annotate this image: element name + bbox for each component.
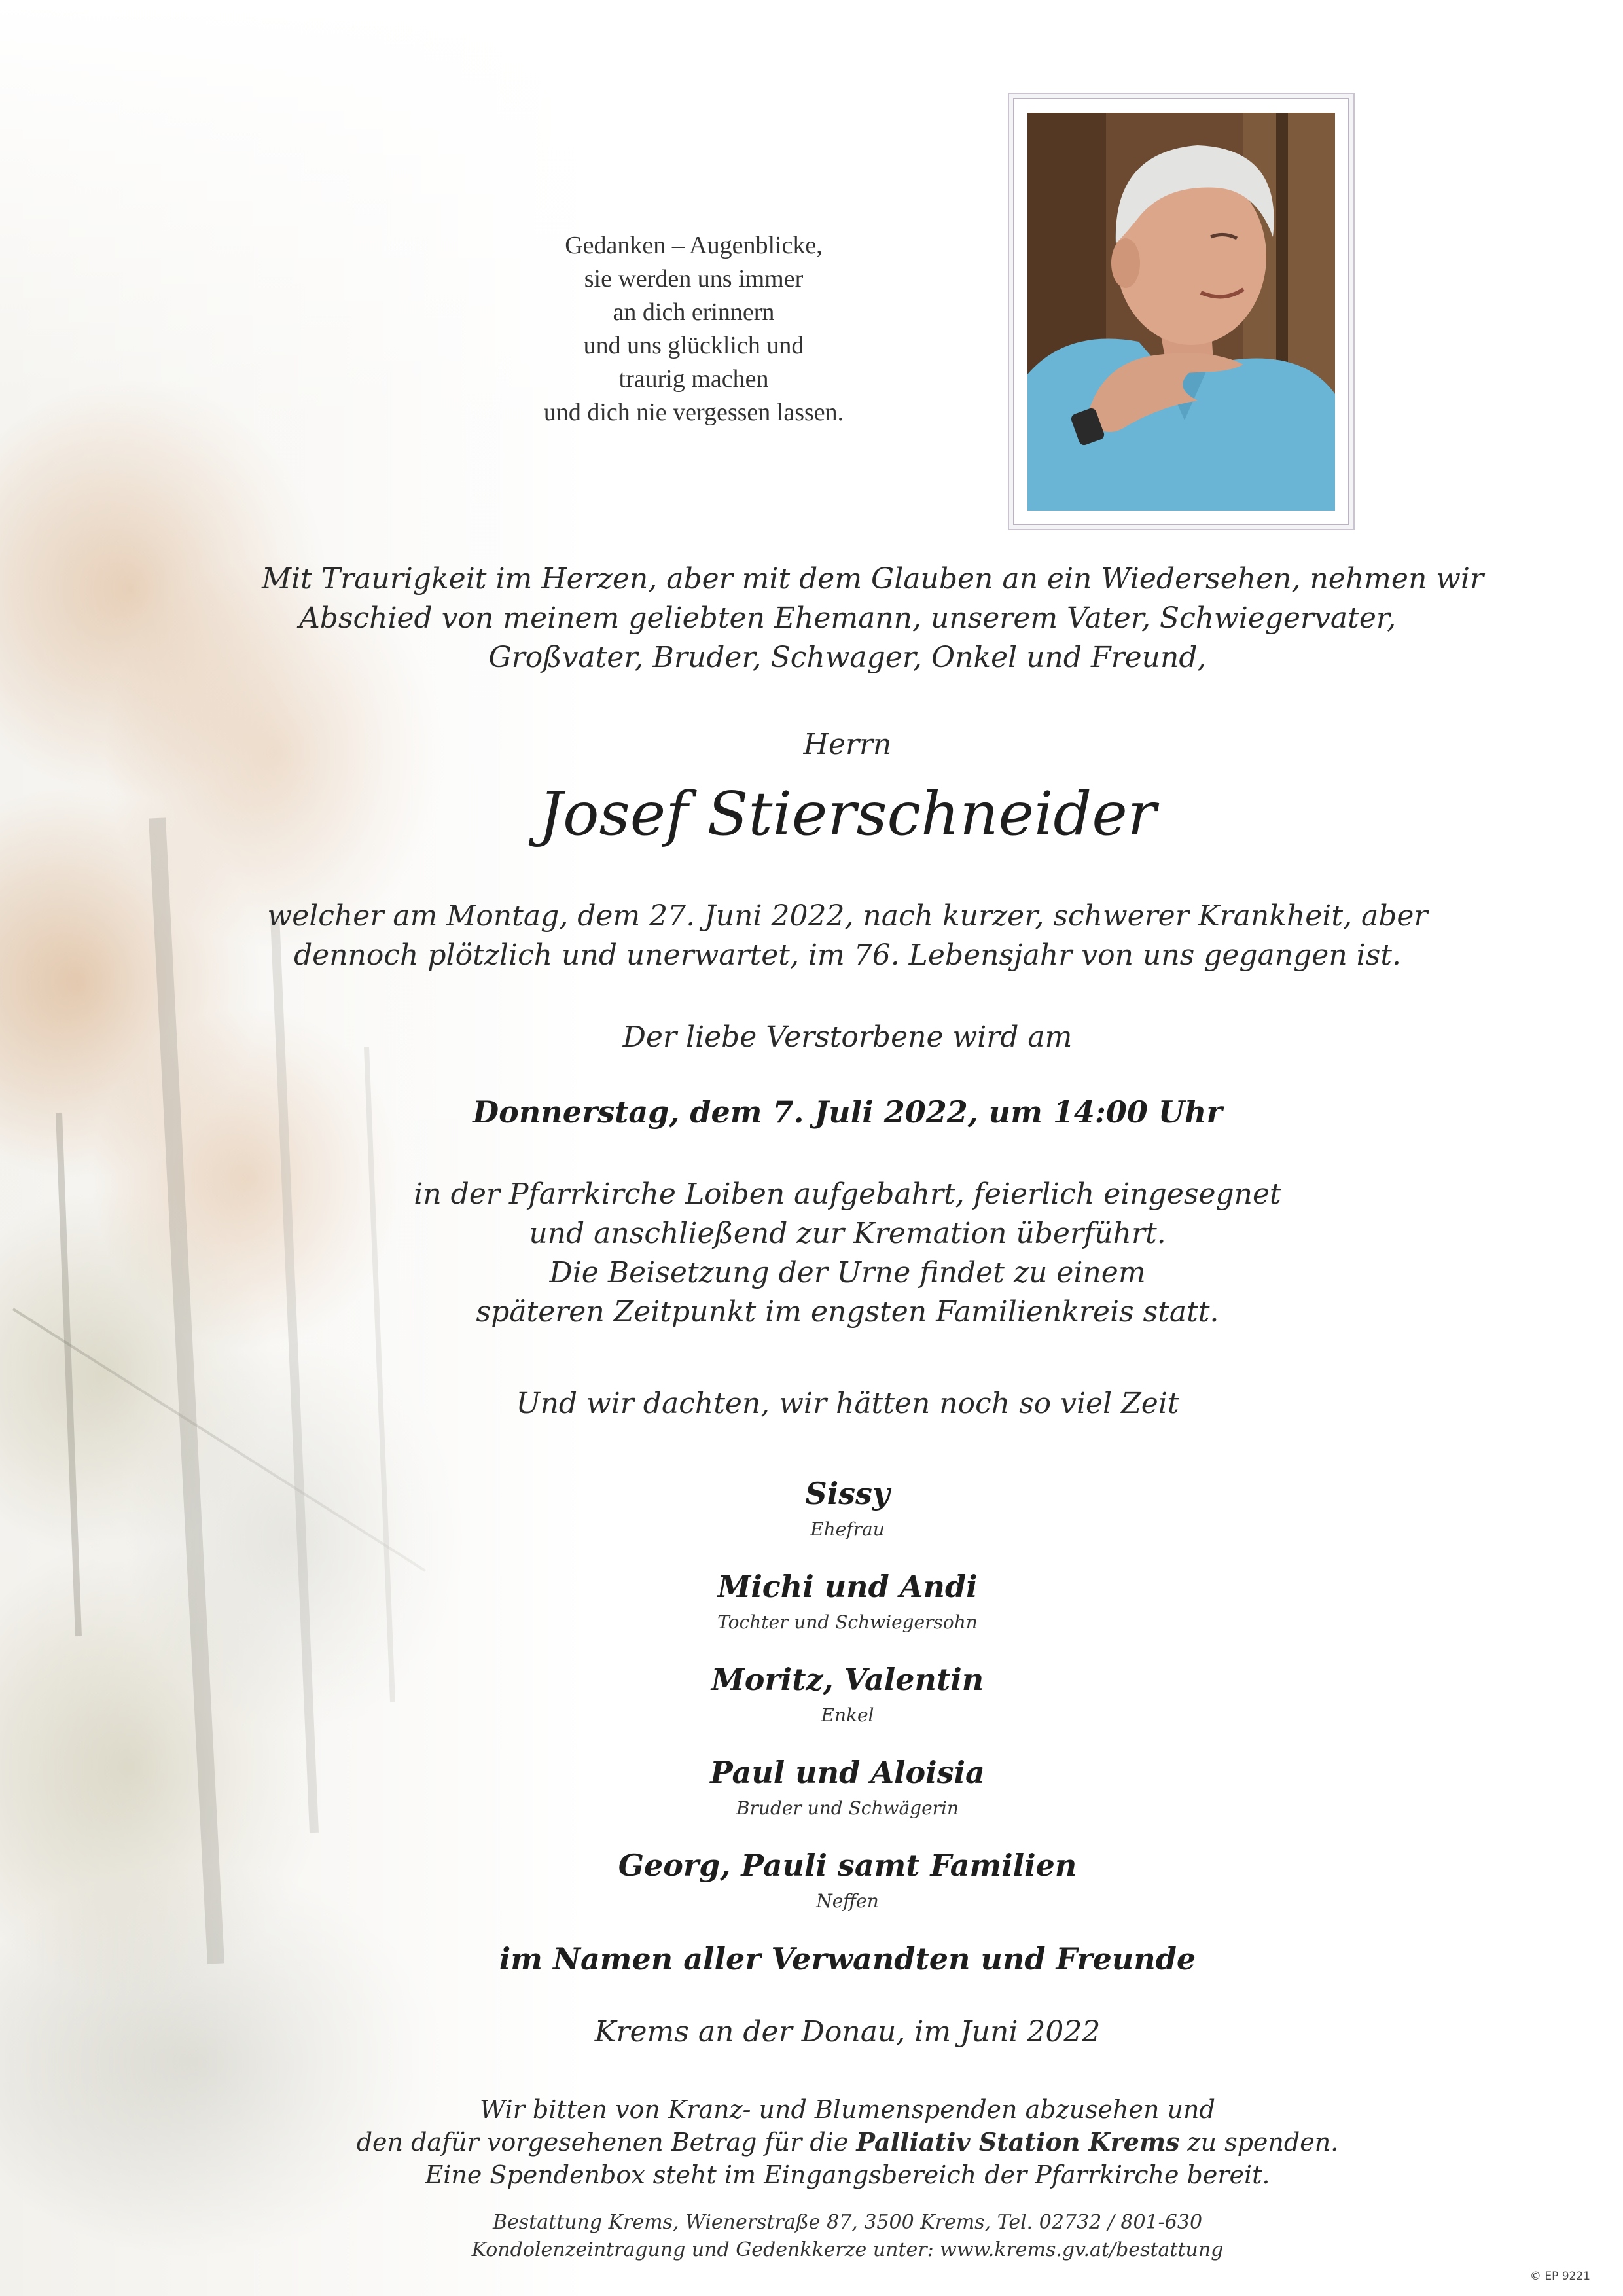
mourner-name: Michi und Andi xyxy=(717,1569,978,1604)
donation-line: Wir bitten von Kranz- und Blumenspenden abzusehen und xyxy=(480,2095,1215,2124)
mourner-name: Sissy xyxy=(805,1476,890,1511)
donation-line: Eine Spendenbox steht im Eingangsbereich der Pfarrkirche bereit. xyxy=(425,2161,1270,2189)
intro-text xyxy=(262,560,1484,677)
salutation: Herrn xyxy=(803,728,892,761)
donation-recipient: Palliativ Station Krems xyxy=(856,2127,1180,2157)
undertaker-info xyxy=(262,2209,1433,2264)
ceremony-line: Die Beisetzung der Urne findet zu einem xyxy=(549,1256,1146,1289)
place-date: Krems an der Donau, im Juni 2022 xyxy=(594,2015,1101,2049)
poem-line: traurig machen xyxy=(618,365,769,393)
donation-text: den dafür vorgesehenen Betrag für die xyxy=(356,2128,857,2157)
mourner-relation: Enkel xyxy=(821,1704,874,1726)
poem xyxy=(445,229,942,429)
intro-line: Abschied von meinem geliebten Ehemann, unserem Vater, Schwiegervater, xyxy=(298,601,1397,635)
mourner-name: Moritz, Valentin xyxy=(711,1662,984,1697)
death-line: welcher am Montag, dem 27. Juni 2022, nach kurzer, schwerer Krankheit, aber xyxy=(267,899,1428,933)
poem-line: sie werden uns immer xyxy=(584,265,804,293)
portrait-photo xyxy=(1013,98,1349,525)
poem-line: Gedanken – Augenblicke, xyxy=(565,232,823,259)
mourner-relation: Neffen xyxy=(816,1890,879,1912)
mourner-relation: Tochter und Schwiegersohn xyxy=(717,1611,978,1633)
intro-line: Mit Traurigkeit im Herzen, aber mit dem Glauben an ein Wiedersehen, nehmen wir xyxy=(262,562,1484,596)
portrait-image xyxy=(1027,113,1335,511)
death-text xyxy=(262,897,1433,975)
ceremony-line: späteren Zeitpunkt im engsten Familienkreis statt. xyxy=(476,1295,1219,1329)
ceremony-text xyxy=(262,1175,1433,1332)
poem-line: an dich erinnern xyxy=(613,298,775,326)
mourner-name: Paul und Aloisia xyxy=(710,1755,985,1790)
undertaker-line: Kondolenzeintragung und Gedenkkerze unter: www.krems.gv.at/bestattung xyxy=(471,2238,1224,2261)
donation-line xyxy=(262,2126,1433,2159)
poem-line: und uns glücklich und xyxy=(583,332,804,359)
donation-text: zu spenden. xyxy=(1179,2128,1339,2157)
undertaker-line: Bestattung Krems, Wienerstraße 87, 3500 Krems, Tel. 02732 / 801-630 xyxy=(492,2211,1203,2234)
mourner-name: Georg, Pauli samt Familien xyxy=(618,1848,1077,1883)
ceremony-line: in der Pfarrkirche Loiben aufgebahrt, feierlich eingesegnet xyxy=(414,1177,1281,1211)
death-line: dennoch plötzlich und unerwartet, im 76. Lebensjahr von uns gegangen ist. xyxy=(294,939,1401,972)
mourner-relation: Ehefrau xyxy=(810,1518,885,1540)
ceremony-line: und anschließend zur Kremation überführt. xyxy=(529,1217,1166,1250)
ceremony-date: Donnerstag, dem 7. Juli 2022, um 14:00 Uhr xyxy=(473,1094,1222,1130)
intro-line: Großvater, Bruder, Schwager, Onkel und Freund, xyxy=(488,641,1207,674)
deceased-name: Josef Stierschneider xyxy=(539,779,1156,849)
print-code: © EP 9221 xyxy=(1529,2270,1590,2283)
quote: Und wir dachten, wir hätten noch so viel Zeit xyxy=(516,1387,1179,1420)
poem-line: und dich nie vergessen lassen. xyxy=(543,399,844,426)
mourner-relation: Bruder und Schwägerin xyxy=(736,1797,959,1819)
donation-note xyxy=(262,2093,1433,2191)
ceremony-intro: Der liebe Verstorbene wird am xyxy=(622,1020,1073,1054)
closing-line: im Namen aller Verwandten und Freunde xyxy=(499,1941,1196,1977)
